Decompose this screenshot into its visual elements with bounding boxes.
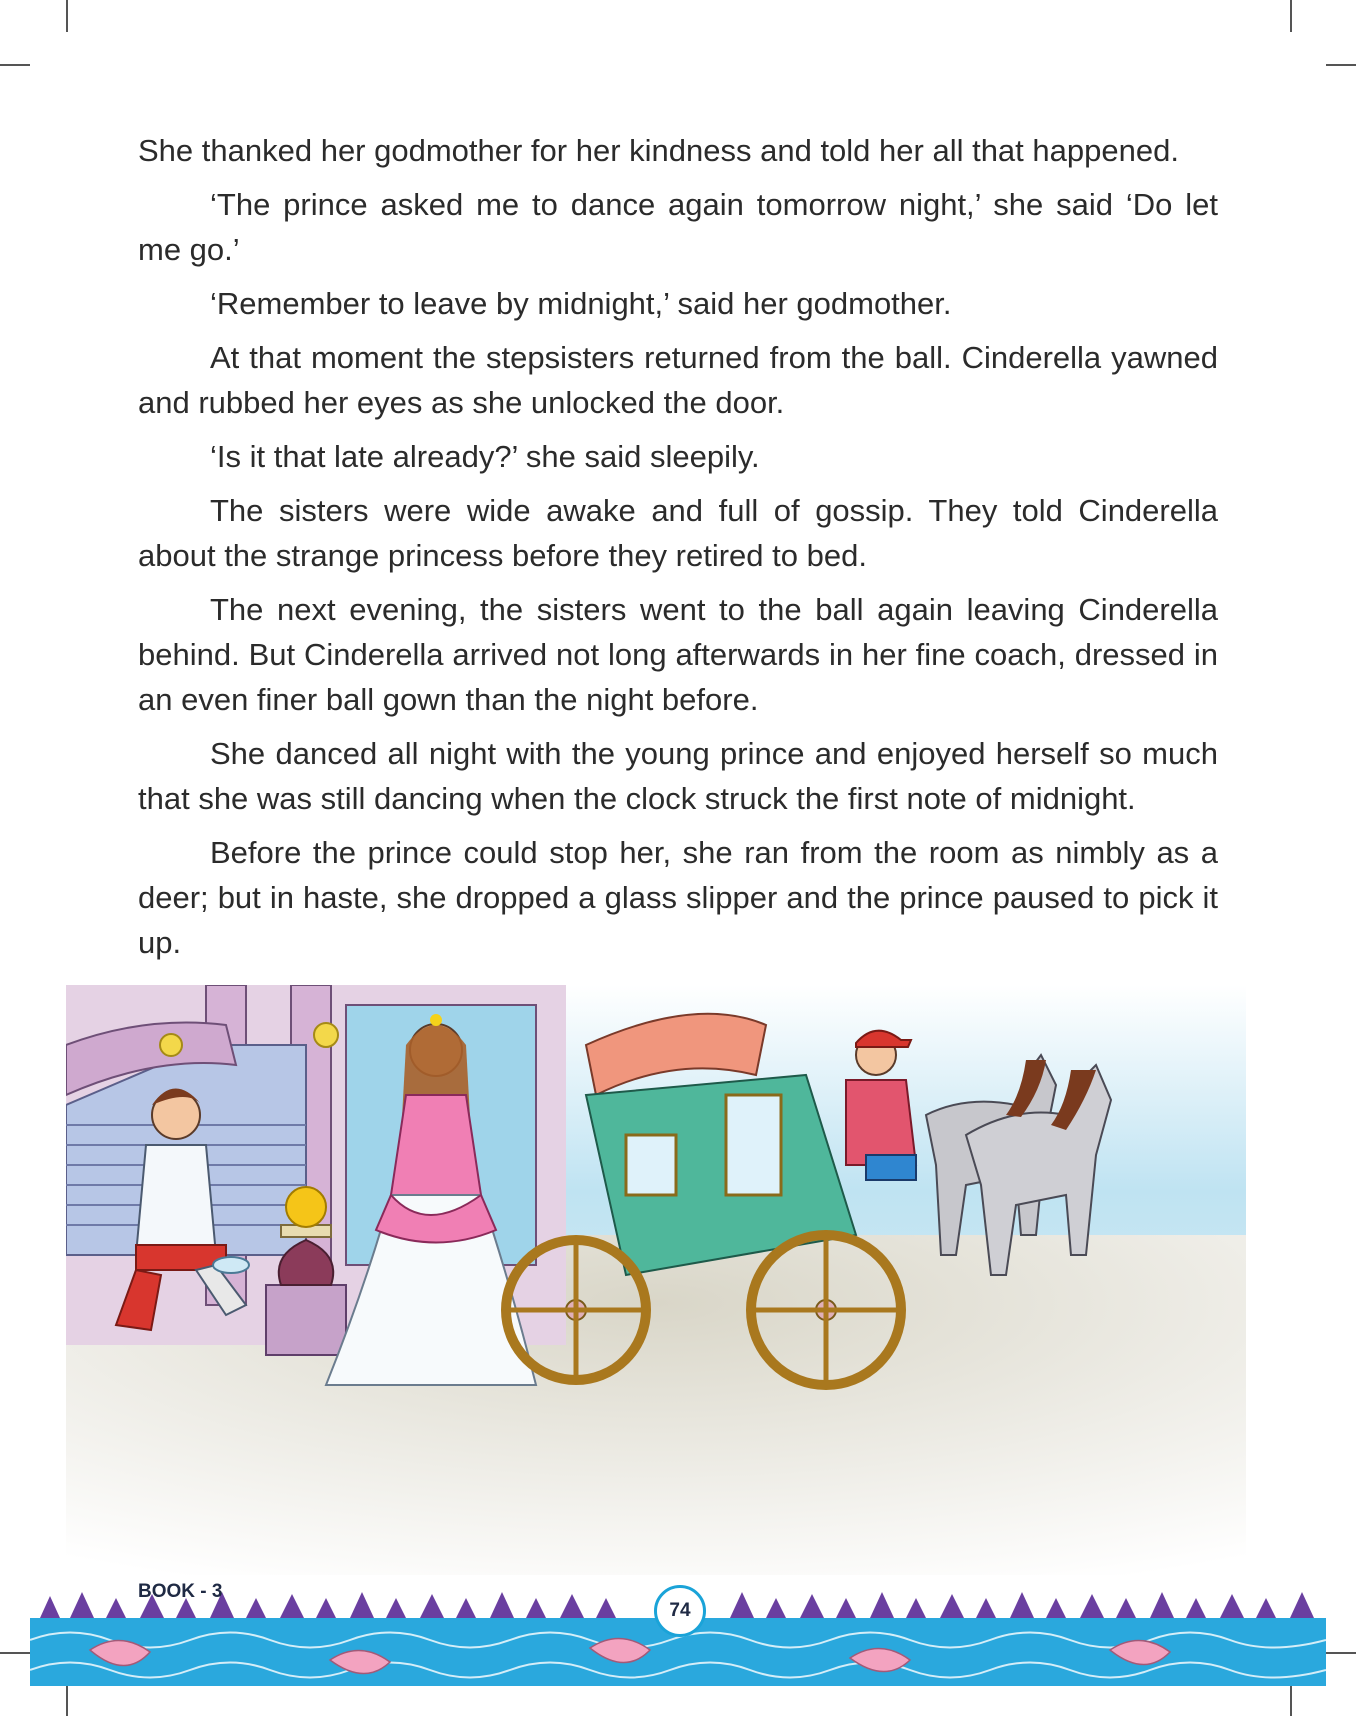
crop-mark — [66, 1684, 68, 1716]
crop-mark — [0, 64, 30, 66]
paragraph: At that moment the stepsisters returned from the ball. Cinderella yawned and rubbed her eyes as she unlocked the door. — [138, 340, 1218, 420]
story-text — [138, 128, 1218, 974]
paragraph: ‘The prince asked me to dance again tomorrow night,’ she said ‘Do let me go.’ — [138, 187, 1218, 267]
paragraph: Before the prince could stop her, she ran from the room as nimbly as a deer; but in haste, she dropped a glass slipper and the prince paused to pick it up. — [138, 835, 1218, 960]
paragraph: ‘Remember to leave by midnight,’ said her godmother. — [210, 286, 952, 321]
crop-mark — [1326, 1652, 1356, 1654]
paragraph: ‘Is it that late already?’ she said sleepily. — [210, 439, 760, 474]
paragraph: The sisters were wide awake and full of gossip. They told Cinderella about the strange princess before they retired to bed. — [138, 493, 1218, 573]
paragraph: She thanked her godmother for her kindness and told her all that happened. — [138, 133, 1179, 168]
crop-mark — [1290, 0, 1292, 32]
paragraph: She danced all night with the young prince and enjoyed herself so much that she was still dancing when the clock struck the first note of midnight. — [138, 736, 1218, 816]
crop-mark — [66, 0, 68, 32]
crop-mark — [1290, 1684, 1292, 1716]
book-label: BOOK - 3 — [138, 1581, 223, 1602]
crop-mark — [1326, 64, 1356, 66]
crop-mark — [0, 1652, 30, 1654]
paragraph: The next evening, the sisters went to the ball again leaving Cinderella behind. But Cinderella arrived not long afterwards in her fine coach, dressed in an even finer ball gown than the night before. — [138, 592, 1218, 717]
cinderella-illustration — [66, 985, 1246, 1575]
page-number: 74 — [654, 1585, 706, 1637]
